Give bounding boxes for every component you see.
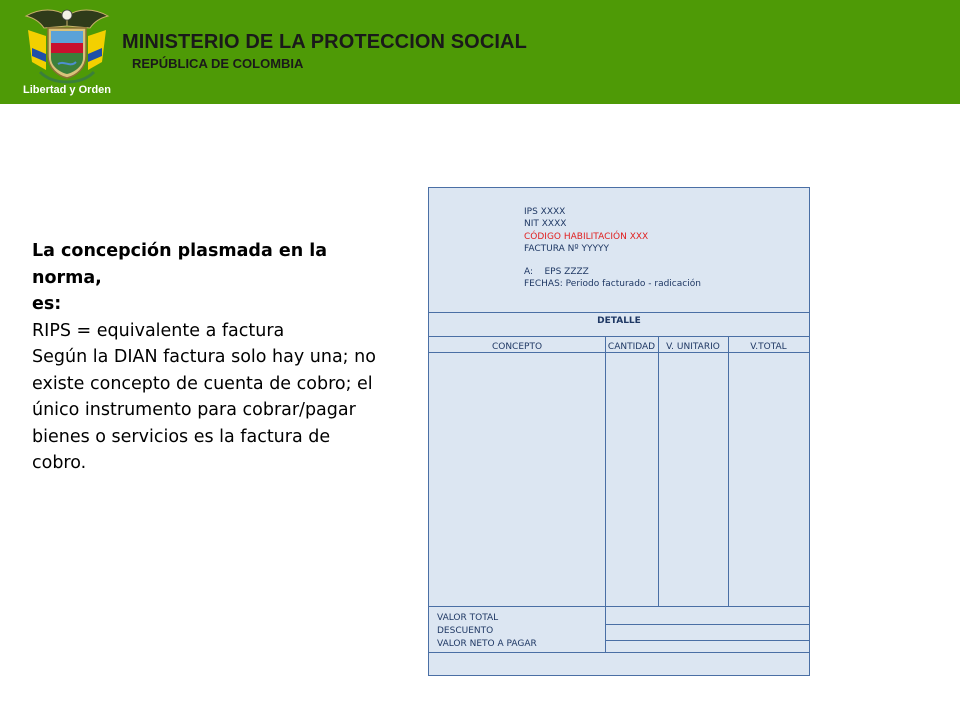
fechas-line: FECHAS: Periodo facturado - radicación bbox=[524, 279, 701, 290]
body-text bbox=[32, 238, 402, 477]
crest bbox=[18, 6, 116, 98]
text-line: Según la DIAN factura solo hay una; no bbox=[32, 347, 376, 367]
header-bar bbox=[0, 0, 960, 104]
column-header-total: V.TOTAL bbox=[750, 342, 787, 352]
republic-subtitle: REPÚBLICA DE COLOMBIA bbox=[132, 56, 304, 71]
column-header-cantidad: CANTIDAD bbox=[607, 342, 656, 352]
text-line: bienes o servicios es la factura de bbox=[32, 426, 331, 447]
divider bbox=[605, 624, 809, 625]
text-line: único instrumento para cobrar/pagar bbox=[32, 400, 356, 420]
column-divider bbox=[728, 336, 729, 606]
colombia-coat-of-arms-icon bbox=[18, 6, 116, 84]
column-header-unitario: V. UNITARIO bbox=[666, 342, 720, 352]
descuento-label: DESCUENTO bbox=[437, 626, 494, 636]
text-line: RIPS = equivalente a factura bbox=[32, 320, 285, 341]
ministry-title: MINISTERIO DE LA PROTECCION SOCIAL bbox=[122, 31, 527, 53]
column-divider bbox=[658, 336, 659, 606]
invoice-form bbox=[428, 187, 810, 676]
nit-line: NIT XXXX bbox=[524, 219, 567, 230]
factura-line: FACTURA Nº YYYYY bbox=[524, 243, 609, 254]
text-line: cobro. bbox=[32, 453, 87, 473]
heading-line-1: La concepción plasmada en la norma, bbox=[32, 241, 328, 288]
invoice-header-info bbox=[524, 206, 701, 291]
valor-neto-label: VALOR NETO A PAGAR bbox=[437, 639, 537, 649]
column-divider bbox=[605, 336, 606, 652]
divider bbox=[429, 652, 809, 653]
heading-line-2: es: bbox=[32, 294, 62, 314]
totals-labels bbox=[437, 612, 537, 651]
divider bbox=[429, 336, 809, 337]
divider bbox=[605, 640, 809, 641]
detalle-label: DETALLE bbox=[597, 316, 641, 326]
column-header-concepto: CONCEPTO bbox=[491, 342, 543, 352]
divider bbox=[429, 312, 809, 313]
ips-line: IPS XXXX bbox=[524, 207, 566, 217]
divider bbox=[429, 352, 809, 353]
codigo-line: CÓDIGO HABILITACIÓN XXX bbox=[524, 231, 649, 242]
text-line: existe concepto de cuenta de cobro; el bbox=[32, 373, 373, 394]
crest-motto: Libertad y Orden bbox=[22, 84, 112, 96]
valor-total-label: VALOR TOTAL bbox=[437, 613, 499, 623]
divider bbox=[429, 606, 809, 607]
eps-line: A: EPS ZZZZ bbox=[524, 267, 589, 278]
